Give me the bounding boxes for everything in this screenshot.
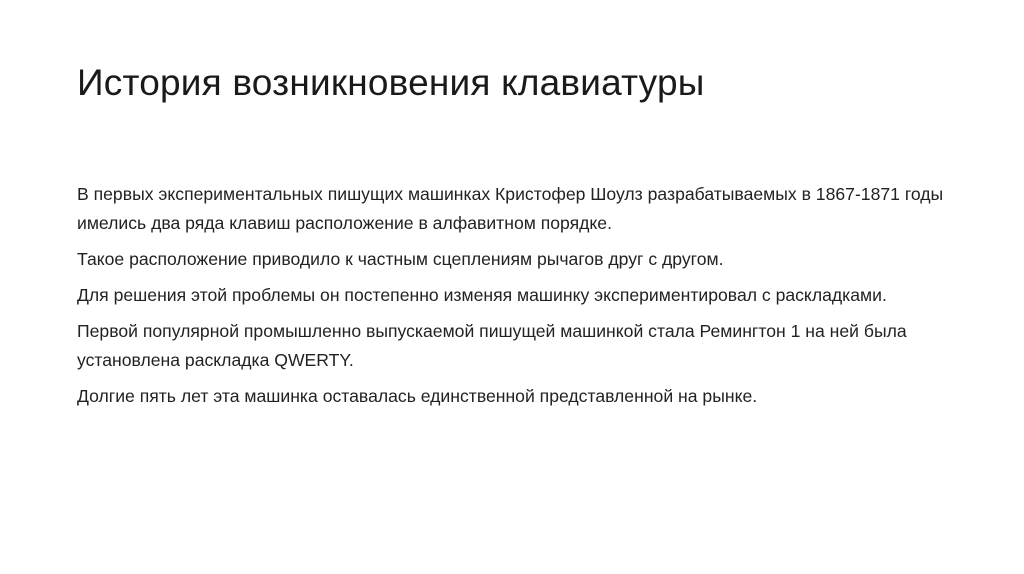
paragraph-2: Такое расположение приводило к частным сцеплениям рычагов друг с другом.	[77, 249, 724, 269]
slide-body	[77, 180, 952, 418]
paragraph-3: Для решения этой проблемы он постепенно изменяя машинку экспериментировал с раскладками.	[77, 285, 887, 305]
paragraph-1: В первых экспериментальных пишущих машинках Кристофер Шоулз разрабатываемых в 1867-1871 годы имелись два ряда клавиш расположение в алфавитном порядке.	[77, 184, 944, 233]
slide-title: История возникновения клавиатуры	[77, 62, 705, 103]
paragraph-4: Первой популярной промышленно выпускаемой пишущей машинкой стала Ремингтон 1 на ней была установлена раскладка QWERTY.	[77, 321, 907, 370]
paragraph-5: Долгие пять лет эта машинка оставалась единственной представленной на рынке.	[77, 386, 758, 406]
